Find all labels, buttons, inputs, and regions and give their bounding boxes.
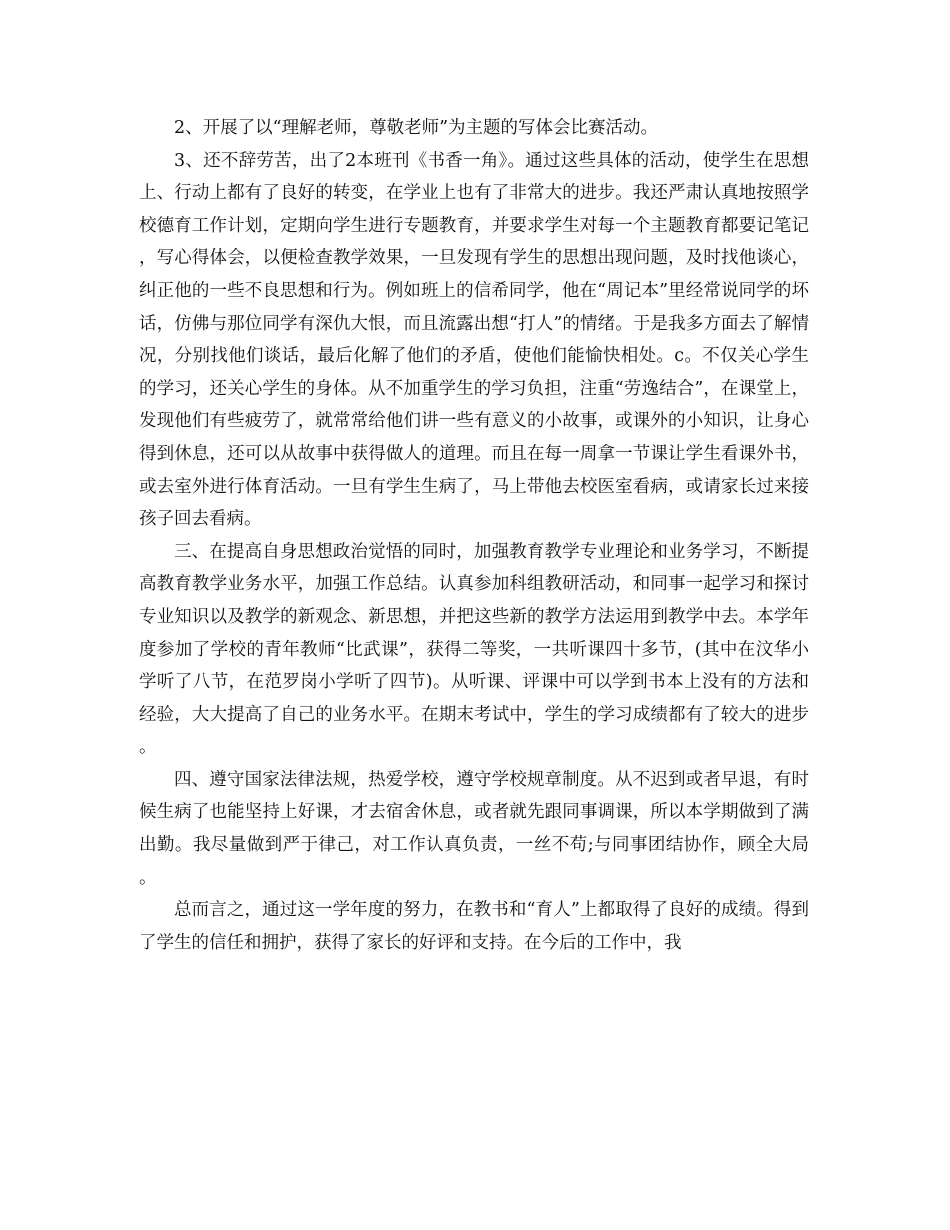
document-body <box>139 112 809 959</box>
paragraph-section-3: 三、在提高自身思想政治觉悟的同时，加强教育教学专业理论和业务学习，不断提高教育教学业务水平，加强工作总结。认真参加科组教研活动，和同事一起学习和探讨专业知识以及教学的新观念、新思想，并把这些新的教学方法运用到教学中去。本学年度参加了学校的青年教师“比武课”，获得二等奖，一共听课四十多节，(其中在汶华小学听了八节，在范罗岗小学听了四节)。从听课、评课中可以学到书本上没有的方法和经验，大大提高了自己的业务水平。在期末考试中，学生的学习成绩都有了较大的进步。 <box>139 541 809 758</box>
paragraph-item-2: 2、开展了以“理解老师，尊敬老师”为主题的写体会比赛活动。 <box>174 118 659 138</box>
paragraph-summary: 总而言之，通过这一学年度的努力，在教书和“育人”上都取得了良好的成绩。得到了学生的信任和拥护，获得了家长的好评和支持。在今后的工作中，我 <box>139 900 809 953</box>
paragraph-item-3: 3、还不辞劳苦，出了2本班刊《书香一角》。通过这些具体的活动，使学生在思想上、行动上都有了良好的转变，在学业上也有了非常大的进步。我还严肃认真地按照学校德育工作计划，定期向学生进行专题教育，并要求学生对每一个主题教育都要记笔记，写心得体会，以便检查教学效果，一旦发现有学生的思想出现问题，及时找他谈心，纠正他的一些不良思想和行为。例如班上的信希同学，他在“周记本”里经常说同学的坏话，仿佛与那位同学有深仇大恨，而且流露出想“打人”的情绪。于是我多方面去了解情况，分别找他们谈话，最后化解了他们的矛盾，使他们能愉快相处。c。不仅关心学生的学习，还关心学生的身体。从不加重学生的学习负担，注重“劳逸结合”，在课堂上，发现他们有些疲劳了，就常常给他们讲一些有意义的小故事，或课外的小知识，让身心得到休息，还可以从故事中获得做人的道理。而且在每一周拿一节课让学生看课外书，或去室外进行体育活动。一旦有学生生病了，马上带他去校医室看病，或请家长过来接孩子回去看病。 <box>139 150 809 530</box>
paragraph-section-4: 四、遵守国家法律法规，热爱学校，遵守学校规章制度。从不迟到或者早退，有时候生病了也能坚持上好课，才去宿舍休息，或者就先跟同事调课，所以本学期做到了满出勤。我尽量做到严于律己，对工作认真负责，一丝不苟;与同事团结协作，顾全大局。 <box>139 769 809 888</box>
